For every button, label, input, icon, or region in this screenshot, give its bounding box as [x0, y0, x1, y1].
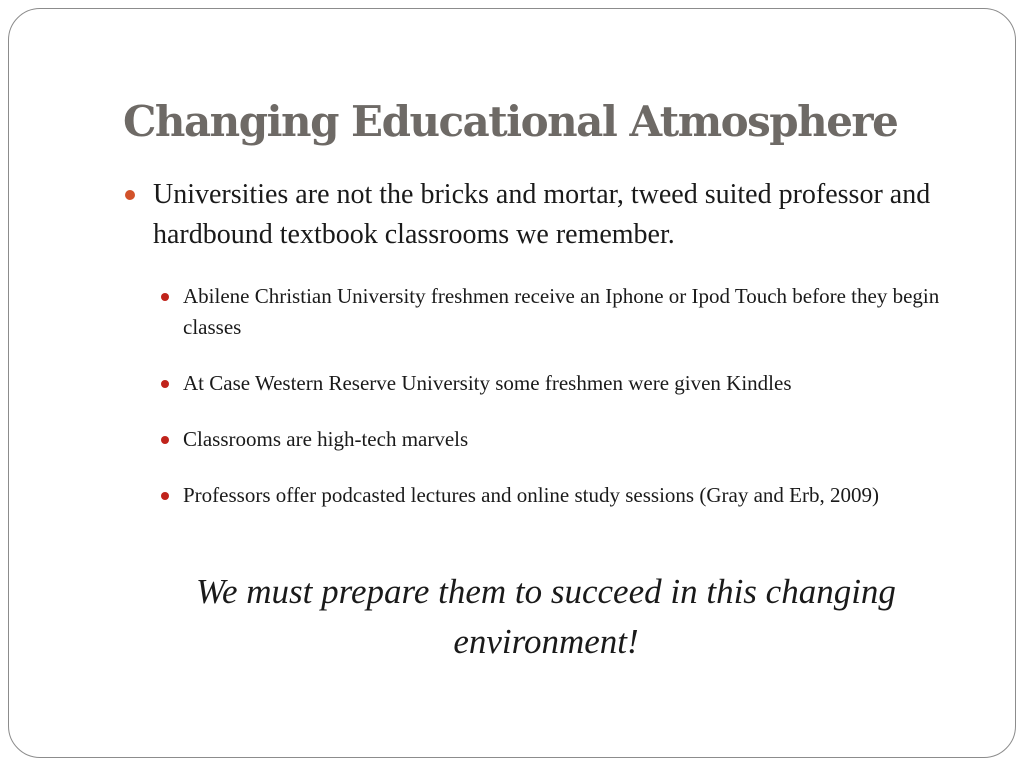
sub-bullet-item [123, 480, 983, 511]
bullet-dot-icon [161, 492, 169, 500]
slide-title: Changing Educational Atmosphere [123, 97, 898, 146]
bullet-dot-icon [125, 190, 135, 200]
sub-bullet-text: Abilene Christian University freshmen receive an Iphone or Ipod Touch before they begin classes [183, 284, 940, 339]
sub-bullet-item [123, 424, 983, 455]
sub-bullet-item [123, 281, 983, 343]
main-bullet-text: Universities are not the bricks and mortar, tweed suited professor and hardbound textbook classrooms we remember. [153, 179, 931, 250]
main-bullet-item [123, 175, 983, 255]
bullet-dot-icon [161, 380, 169, 388]
slide-content [123, 175, 983, 536]
sub-bullet-text: Professors offer podcasted lectures and online study sessions (Gray and Erb, 2009) [183, 483, 879, 507]
sub-bullet-text: Classrooms are high-tech marvels [183, 427, 469, 451]
sub-bullet-text: At Case Western Reserve University some freshmen were given Kindles [183, 371, 792, 395]
sub-bullet-item [123, 368, 983, 399]
bullet-dot-icon [161, 436, 169, 444]
slide-frame [8, 8, 1016, 758]
closing-statement: We must prepare them to succeed in this changing environment! [196, 572, 896, 661]
bullet-dot-icon [161, 293, 169, 301]
sub-bullet-list [123, 281, 983, 511]
